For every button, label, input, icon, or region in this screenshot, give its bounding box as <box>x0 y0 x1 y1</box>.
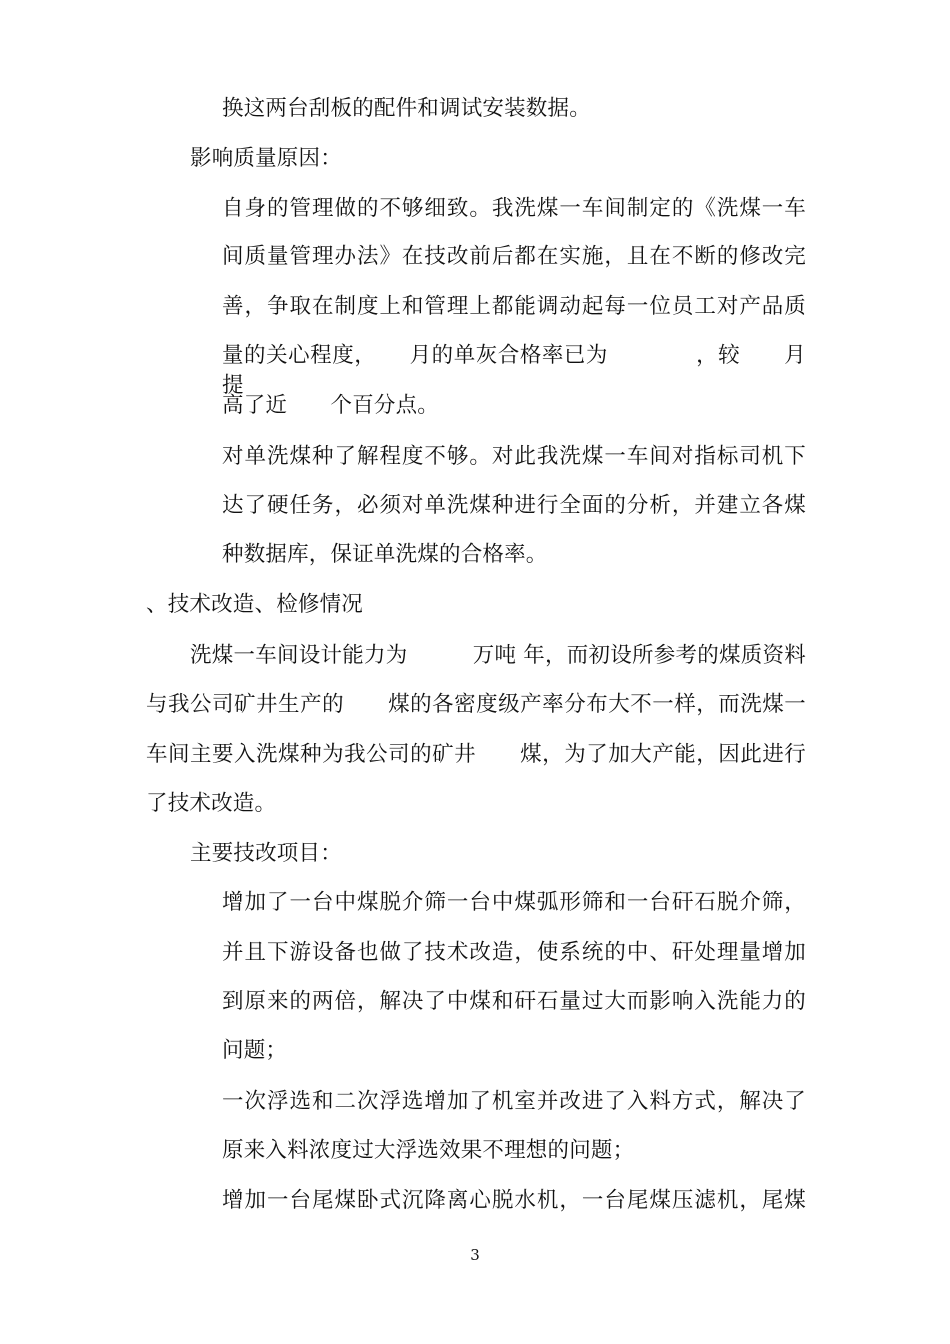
section-heading: 、技术改造、检修情况 <box>146 592 364 617</box>
text-line: 原来入料浓度过大浮选效果不理想的问题； <box>222 1138 635 1163</box>
text-line: 增加了一台中煤脱介筛一台中煤弧形筛和一台矸石脱介筛， <box>222 890 806 915</box>
text-line: 一次浮选和二次浮选增加了机室并改进了入料方式，解决了 <box>222 1089 806 1114</box>
text-line: 主要技改项目： <box>190 841 342 866</box>
text-line: 了技术改造。 <box>146 791 277 816</box>
text-line: 善，争取在制度上和管理上都能调动起每一位员工对产品质 <box>222 294 806 319</box>
text-line: 洗煤一车间设计能力为 万吨 年，而初设所参考的煤质资料 <box>190 643 806 668</box>
text-line: 间质量管理办法》在技改前后都在实施，且在不断的修改完 <box>222 244 806 269</box>
page-number: 3 <box>470 1246 480 1264</box>
text-line: 并且下游设备也做了技术改造，使系统的中、矸处理量增加 <box>222 940 806 965</box>
text-line: 影响质量原因： <box>190 146 342 171</box>
text-line: 达了硬任务，必须对单洗煤种进行全面的分析，并建立各煤 <box>222 493 806 518</box>
text-line: 到原来的两倍，解决了中煤和矸石量过大而影响入洗能力的 <box>222 989 806 1014</box>
text-line: 换这两台刮板的配件和调试安装数据。 <box>222 96 591 121</box>
text-line: 自身的管理做的不够细致。我洗煤一车间制定的《洗煤一车 <box>222 196 806 221</box>
text-line: 量的关心程度， 月的单灰合格率已为 ，较 月提 <box>222 343 806 398</box>
text-line: 车间主要入洗煤种为我公司的矿井 煤，为了加大产能，因此进行 <box>146 742 806 767</box>
text-line: 高了近 个百分点。 <box>222 393 440 418</box>
text-line: 对单洗煤种了解程度不够。对此我洗煤一车间对指标司机下 <box>222 444 806 469</box>
text-line: 种数据库，保证单洗煤的合格率。 <box>222 542 548 567</box>
text-line: 与我公司矿井生产的 煤的各密度级产率分布大不一样，而洗煤一 <box>146 692 806 717</box>
text-line: 增加一台尾煤卧式沉降离心脱水机，一台尾煤压滤机，尾煤 <box>222 1188 806 1213</box>
text-line: 问题； <box>222 1038 288 1063</box>
